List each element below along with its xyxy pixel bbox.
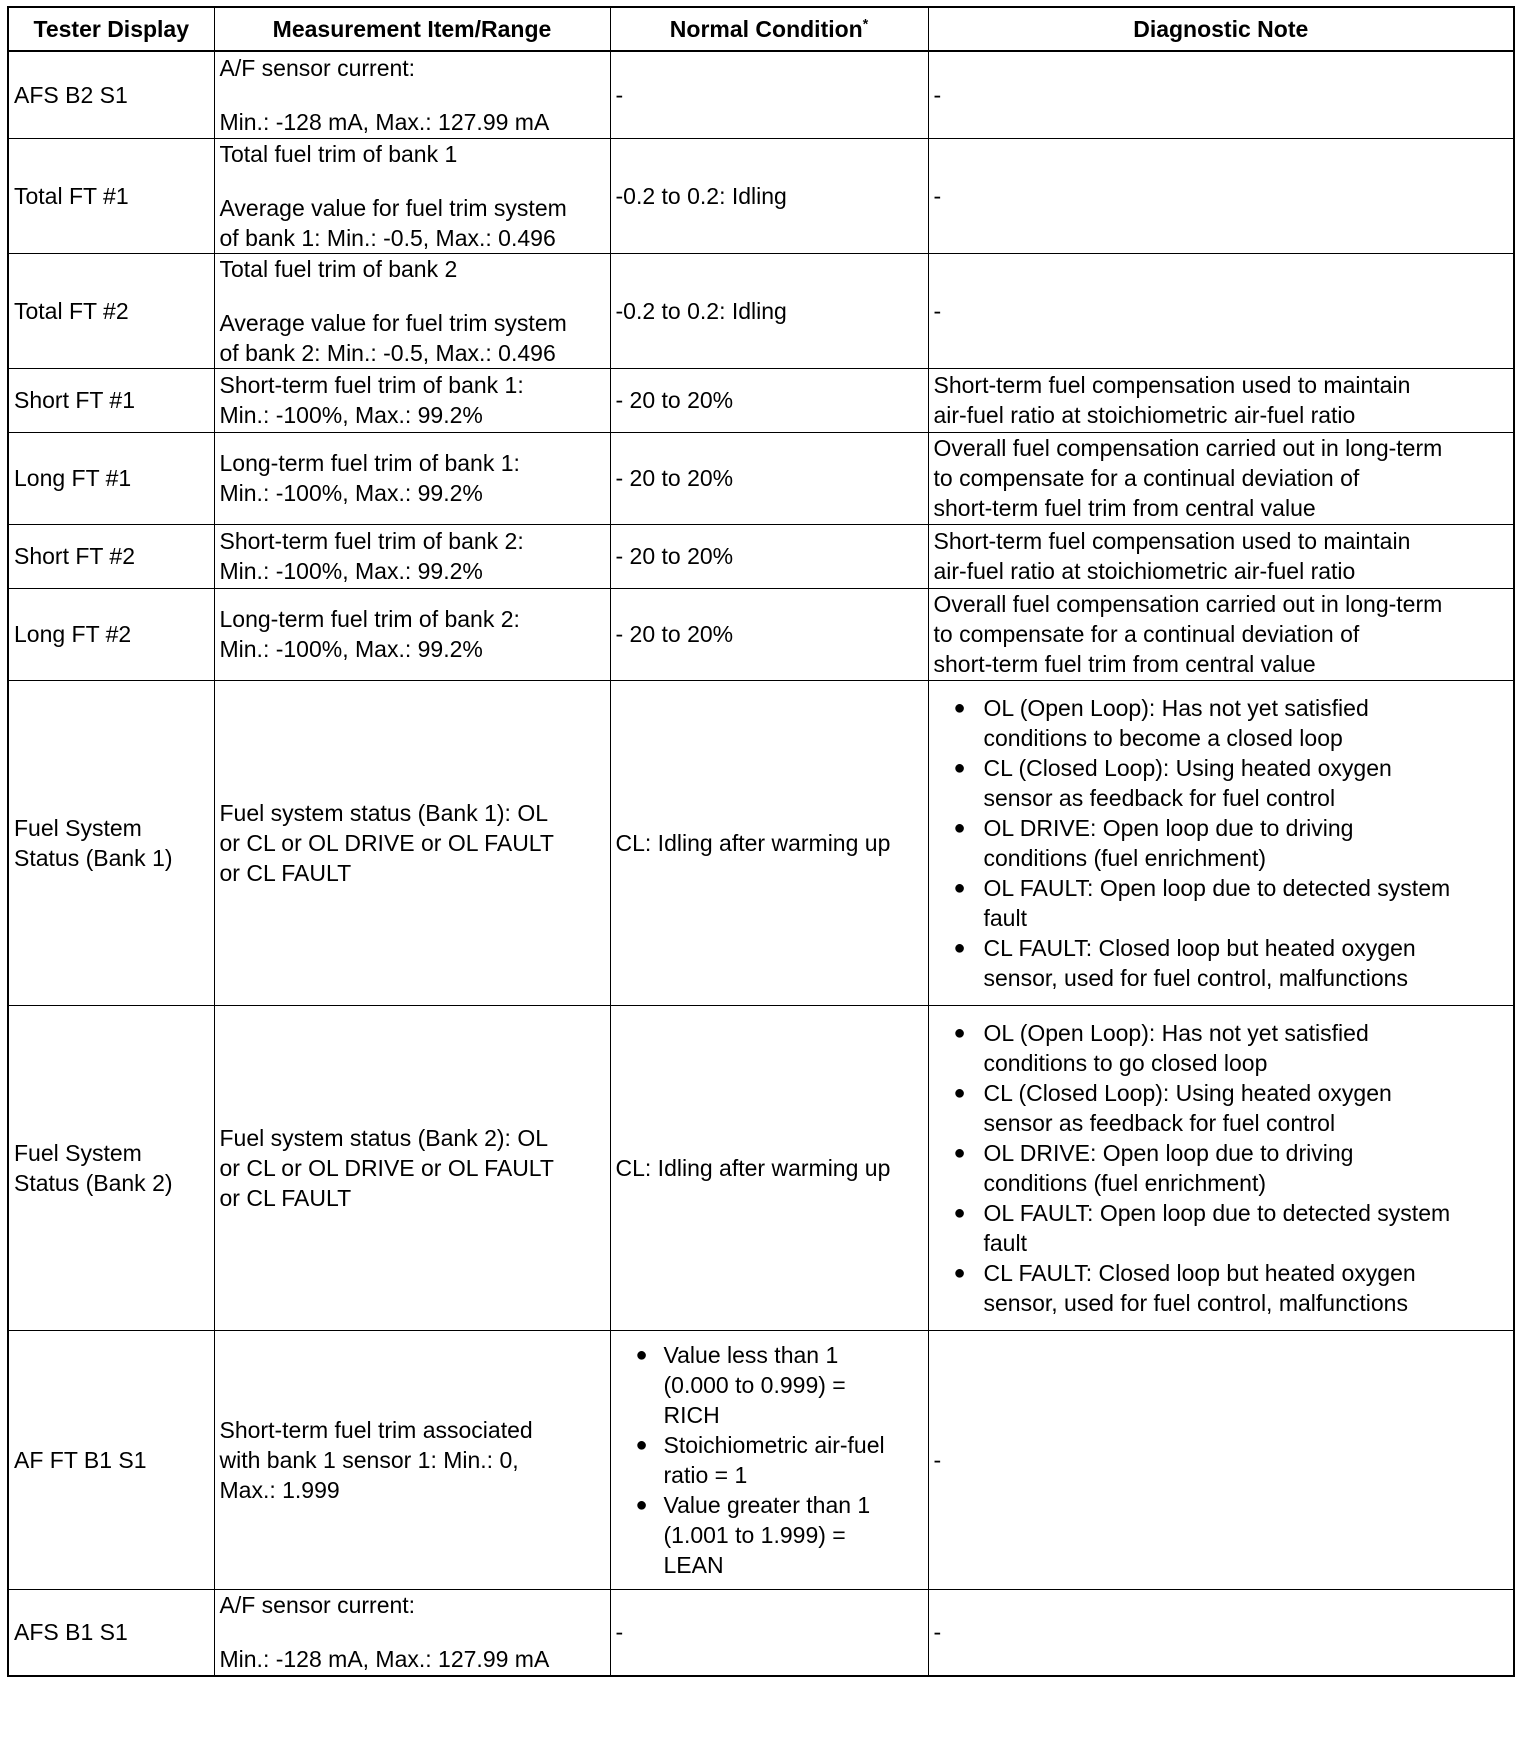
measurement-line: Fuel system status (Bank 2): OL xyxy=(219,1124,549,1151)
diagnostic-note-cell: - xyxy=(928,1589,1514,1676)
tester-display-cell: AFS B1 S1 xyxy=(8,1589,214,1676)
data-list-table xyxy=(7,6,1515,1677)
tester-display-cell: Total FT #1 xyxy=(8,138,214,253)
tester-line: Fuel System xyxy=(14,814,142,841)
diagnostic-note-cell: - xyxy=(928,51,1514,138)
tester-display-cell: Long FT #2 xyxy=(8,588,214,680)
measurement-line: Long-term fuel trim of bank 1: xyxy=(219,450,520,476)
tester-display-cell: Long FT #1 xyxy=(8,432,214,524)
measurement-line: Min.: -100%, Max.: 99.2% xyxy=(219,480,483,506)
normal-condition-cell: - xyxy=(610,1589,928,1676)
note-bullet xyxy=(934,813,1509,873)
bullet-line: ● OL DRIVE: Open loop due to driving xyxy=(983,1139,1354,1166)
bullet-line: sensor, used for fuel control, malfunctions xyxy=(983,1289,1408,1316)
header-tester-display: Tester Display xyxy=(8,7,214,51)
normal-condition-cell: CL: Idling after warming up xyxy=(610,680,928,1005)
bullet-line: fault xyxy=(983,904,1027,931)
measurement-line: or CL FAULT xyxy=(219,1184,352,1211)
measurement-line: Max.: 1.999 xyxy=(219,1476,340,1503)
diagnostic-note-cell xyxy=(928,524,1514,588)
measurement-line: or CL or OL DRIVE or OL FAULT xyxy=(219,1154,554,1181)
note-line: air-fuel ratio at stoichiometric air-fuel ratio xyxy=(933,402,1356,428)
bullet-line: conditions (fuel enrichment) xyxy=(983,844,1267,871)
bullet-line: ● OL FAULT: Open loop due to detected system xyxy=(983,1199,1451,1226)
measurement-line: Short-term fuel trim of bank 1: xyxy=(219,372,524,398)
note-bullet xyxy=(934,873,1509,933)
measurement-line: Average value for fuel trim system xyxy=(219,309,567,336)
diagnostic-note-cell: - xyxy=(928,138,1514,253)
bullet-line: sensor as feedback for fuel control xyxy=(983,1109,1336,1136)
bullet-line: ● CL FAULT: Closed loop but heated oxygen xyxy=(983,1259,1416,1286)
normal-condition-cell: - 20 to 20% xyxy=(610,432,928,524)
measurement-cell xyxy=(214,51,610,138)
normal-condition-cell: -0.2 to 0.2: Idling xyxy=(610,253,928,368)
header-diagnostic-note: Diagnostic Note xyxy=(928,7,1514,51)
measurement-line: Min.: -128 mA, Max.: 127.99 mA xyxy=(219,108,550,135)
note-line: short-term fuel trim from central value xyxy=(933,495,1316,521)
tester-display-cell: AFS B2 S1 xyxy=(8,51,214,138)
measurement-line: Min.: -100%, Max.: 99.2% xyxy=(219,636,483,662)
bullet-line: conditions to become a closed loop xyxy=(983,724,1343,751)
diagnostic-note-cell xyxy=(928,432,1514,524)
measurement-line: of bank 2: Min.: -0.5, Max.: 0.496 xyxy=(219,339,556,366)
bullet-line: conditions to go closed loop xyxy=(983,1049,1268,1076)
diagnostic-note-cell: - xyxy=(928,1330,1514,1589)
measurement-line: Short-term fuel trim associated xyxy=(219,1416,533,1443)
measurement-line: Average value for fuel trim system xyxy=(219,194,567,221)
tester-display-cell xyxy=(8,1005,214,1330)
bullet-line: conditions (fuel enrichment) xyxy=(983,1169,1267,1196)
note-line: to compensate for a continual deviation of xyxy=(933,621,1360,647)
measurement-line: Min.: -128 mA, Max.: 127.99 mA xyxy=(219,1646,550,1673)
bullet-line: LEAN xyxy=(663,1551,724,1578)
bullet-line: (1.001 to 1.999) = xyxy=(663,1521,846,1548)
diagnostic-note-cell xyxy=(928,1005,1514,1330)
measurement-line: Min.: -100%, Max.: 99.2% xyxy=(219,558,483,584)
bullet-line: ratio = 1 xyxy=(663,1461,748,1488)
bullet-line: ● Value less than 1 xyxy=(663,1341,839,1368)
normal-bullet-list xyxy=(616,1340,923,1580)
note-bullet xyxy=(934,1138,1509,1198)
bullet-line: fault xyxy=(983,1229,1027,1256)
measurement-cell xyxy=(214,1330,610,1589)
measurement-cell xyxy=(214,253,610,368)
diagnostic-note-cell xyxy=(928,368,1514,432)
table-row xyxy=(8,1330,1514,1589)
note-bullet-list xyxy=(934,1018,1509,1318)
measurement-line: or CL FAULT xyxy=(219,859,352,886)
table-row xyxy=(8,588,1514,680)
diagnostic-note-cell xyxy=(928,588,1514,680)
note-line: air-fuel ratio at stoichiometric air-fuel ratio xyxy=(933,558,1356,584)
tester-line: Status (Bank 2) xyxy=(14,1169,173,1196)
bullet-line: sensor, used for fuel control, malfunctions xyxy=(983,964,1408,991)
bullet-line: ● Value greater than 1 xyxy=(663,1491,871,1518)
normal-bullet xyxy=(616,1490,923,1580)
measurement-line: Fuel system status (Bank 1): OL xyxy=(219,799,549,826)
note-bullet xyxy=(934,693,1509,753)
tester-display-cell: Short FT #1 xyxy=(8,368,214,432)
diagnostic-note-cell xyxy=(928,680,1514,1005)
normal-condition-cell: - 20 to 20% xyxy=(610,368,928,432)
measurement-line: A/F sensor current: xyxy=(219,54,416,81)
note-line: Short-term fuel compensation used to maintain xyxy=(933,372,1411,398)
measurement-cell xyxy=(214,138,610,253)
tester-display-cell: AF FT B1 S1 xyxy=(8,1330,214,1589)
note-bullet xyxy=(934,753,1509,813)
footnote-mark: * xyxy=(862,15,869,32)
measurement-line: of bank 1: Min.: -0.5, Max.: 0.496 xyxy=(219,224,556,251)
note-bullet xyxy=(934,933,1509,993)
normal-condition-cell: CL: Idling after warming up xyxy=(610,1005,928,1330)
tester-line: Status (Bank 1) xyxy=(14,844,173,871)
bullet-line: ● Stoichiometric air-fuel xyxy=(663,1431,885,1458)
bullet-line: ● OL (Open Loop): Has not yet satisfied xyxy=(983,1019,1369,1046)
table-row xyxy=(8,432,1514,524)
tester-display-cell xyxy=(8,680,214,1005)
table-row xyxy=(8,1005,1514,1330)
note-line: Overall fuel compensation carried out in long-term xyxy=(933,591,1443,617)
header-row xyxy=(8,7,1514,51)
normal-condition-cell: - xyxy=(610,51,928,138)
table-row xyxy=(8,368,1514,432)
table-row xyxy=(8,253,1514,368)
measurement-line: Total fuel trim of bank 2 xyxy=(219,255,458,282)
bullet-line: ● CL (Closed Loop): Using heated oxygen xyxy=(983,754,1392,781)
bullet-line: ● CL (Closed Loop): Using heated oxygen xyxy=(983,1079,1392,1106)
header-normal-condition xyxy=(610,7,928,51)
measurement-cell xyxy=(214,524,610,588)
bullet-line: RICH xyxy=(663,1401,720,1428)
measurement-cell xyxy=(214,680,610,1005)
note-bullet xyxy=(934,1198,1509,1258)
normal-condition-cell: -0.2 to 0.2: Idling xyxy=(610,138,928,253)
header-measurement: Measurement Item/Range xyxy=(214,7,610,51)
diagnostic-note-cell: - xyxy=(928,253,1514,368)
measurement-cell xyxy=(214,368,610,432)
note-line: Short-term fuel compensation used to maintain xyxy=(933,528,1411,554)
normal-condition-cell: - 20 to 20% xyxy=(610,524,928,588)
measurement-cell xyxy=(214,432,610,524)
header-normal-label: Normal Condition xyxy=(669,16,863,42)
normal-bullet xyxy=(616,1340,923,1430)
measurement-line: A/F sensor current: xyxy=(219,1592,416,1619)
measurement-line: Long-term fuel trim of bank 2: xyxy=(219,606,520,632)
normal-bullet xyxy=(616,1430,923,1490)
normal-condition-cell xyxy=(610,1330,928,1589)
note-bullet xyxy=(934,1018,1509,1078)
bullet-line: sensor as feedback for fuel control xyxy=(983,784,1336,811)
bullet-line: ● OL (Open Loop): Has not yet satisfied xyxy=(983,694,1369,721)
measurement-line: or CL or OL DRIVE or OL FAULT xyxy=(219,829,554,856)
bullet-line: ● OL DRIVE: Open loop due to driving xyxy=(983,814,1354,841)
tester-display-cell: Total FT #2 xyxy=(8,253,214,368)
measurement-line: Total fuel trim of bank 1 xyxy=(219,140,458,167)
bullet-line: ● CL FAULT: Closed loop but heated oxygen xyxy=(983,934,1416,961)
normal-condition-cell: - 20 to 20% xyxy=(610,588,928,680)
note-line: short-term fuel trim from central value xyxy=(933,651,1316,677)
tester-line: Fuel System xyxy=(14,1139,142,1166)
note-bullet-list xyxy=(934,693,1509,993)
measurement-cell xyxy=(214,1589,610,1676)
table-row xyxy=(8,680,1514,1005)
bullet-line: ● OL FAULT: Open loop due to detected system xyxy=(983,874,1451,901)
note-line: Overall fuel compensation carried out in long-term xyxy=(933,435,1443,461)
note-bullet xyxy=(934,1258,1509,1318)
table-row xyxy=(8,51,1514,138)
note-line: to compensate for a continual deviation of xyxy=(933,465,1360,491)
table-row xyxy=(8,138,1514,253)
bullet-line: (0.000 to 0.999) = xyxy=(663,1371,846,1398)
table-row xyxy=(8,1589,1514,1676)
measurement-line: with bank 1 sensor 1: Min.: 0, xyxy=(219,1446,519,1473)
table-row xyxy=(8,524,1514,588)
measurement-cell xyxy=(214,1005,610,1330)
measurement-line: Short-term fuel trim of bank 2: xyxy=(219,528,524,554)
measurement-cell xyxy=(214,588,610,680)
measurement-line: Min.: -100%, Max.: 99.2% xyxy=(219,402,483,428)
tester-display-cell: Short FT #2 xyxy=(8,524,214,588)
note-bullet xyxy=(934,1078,1509,1138)
